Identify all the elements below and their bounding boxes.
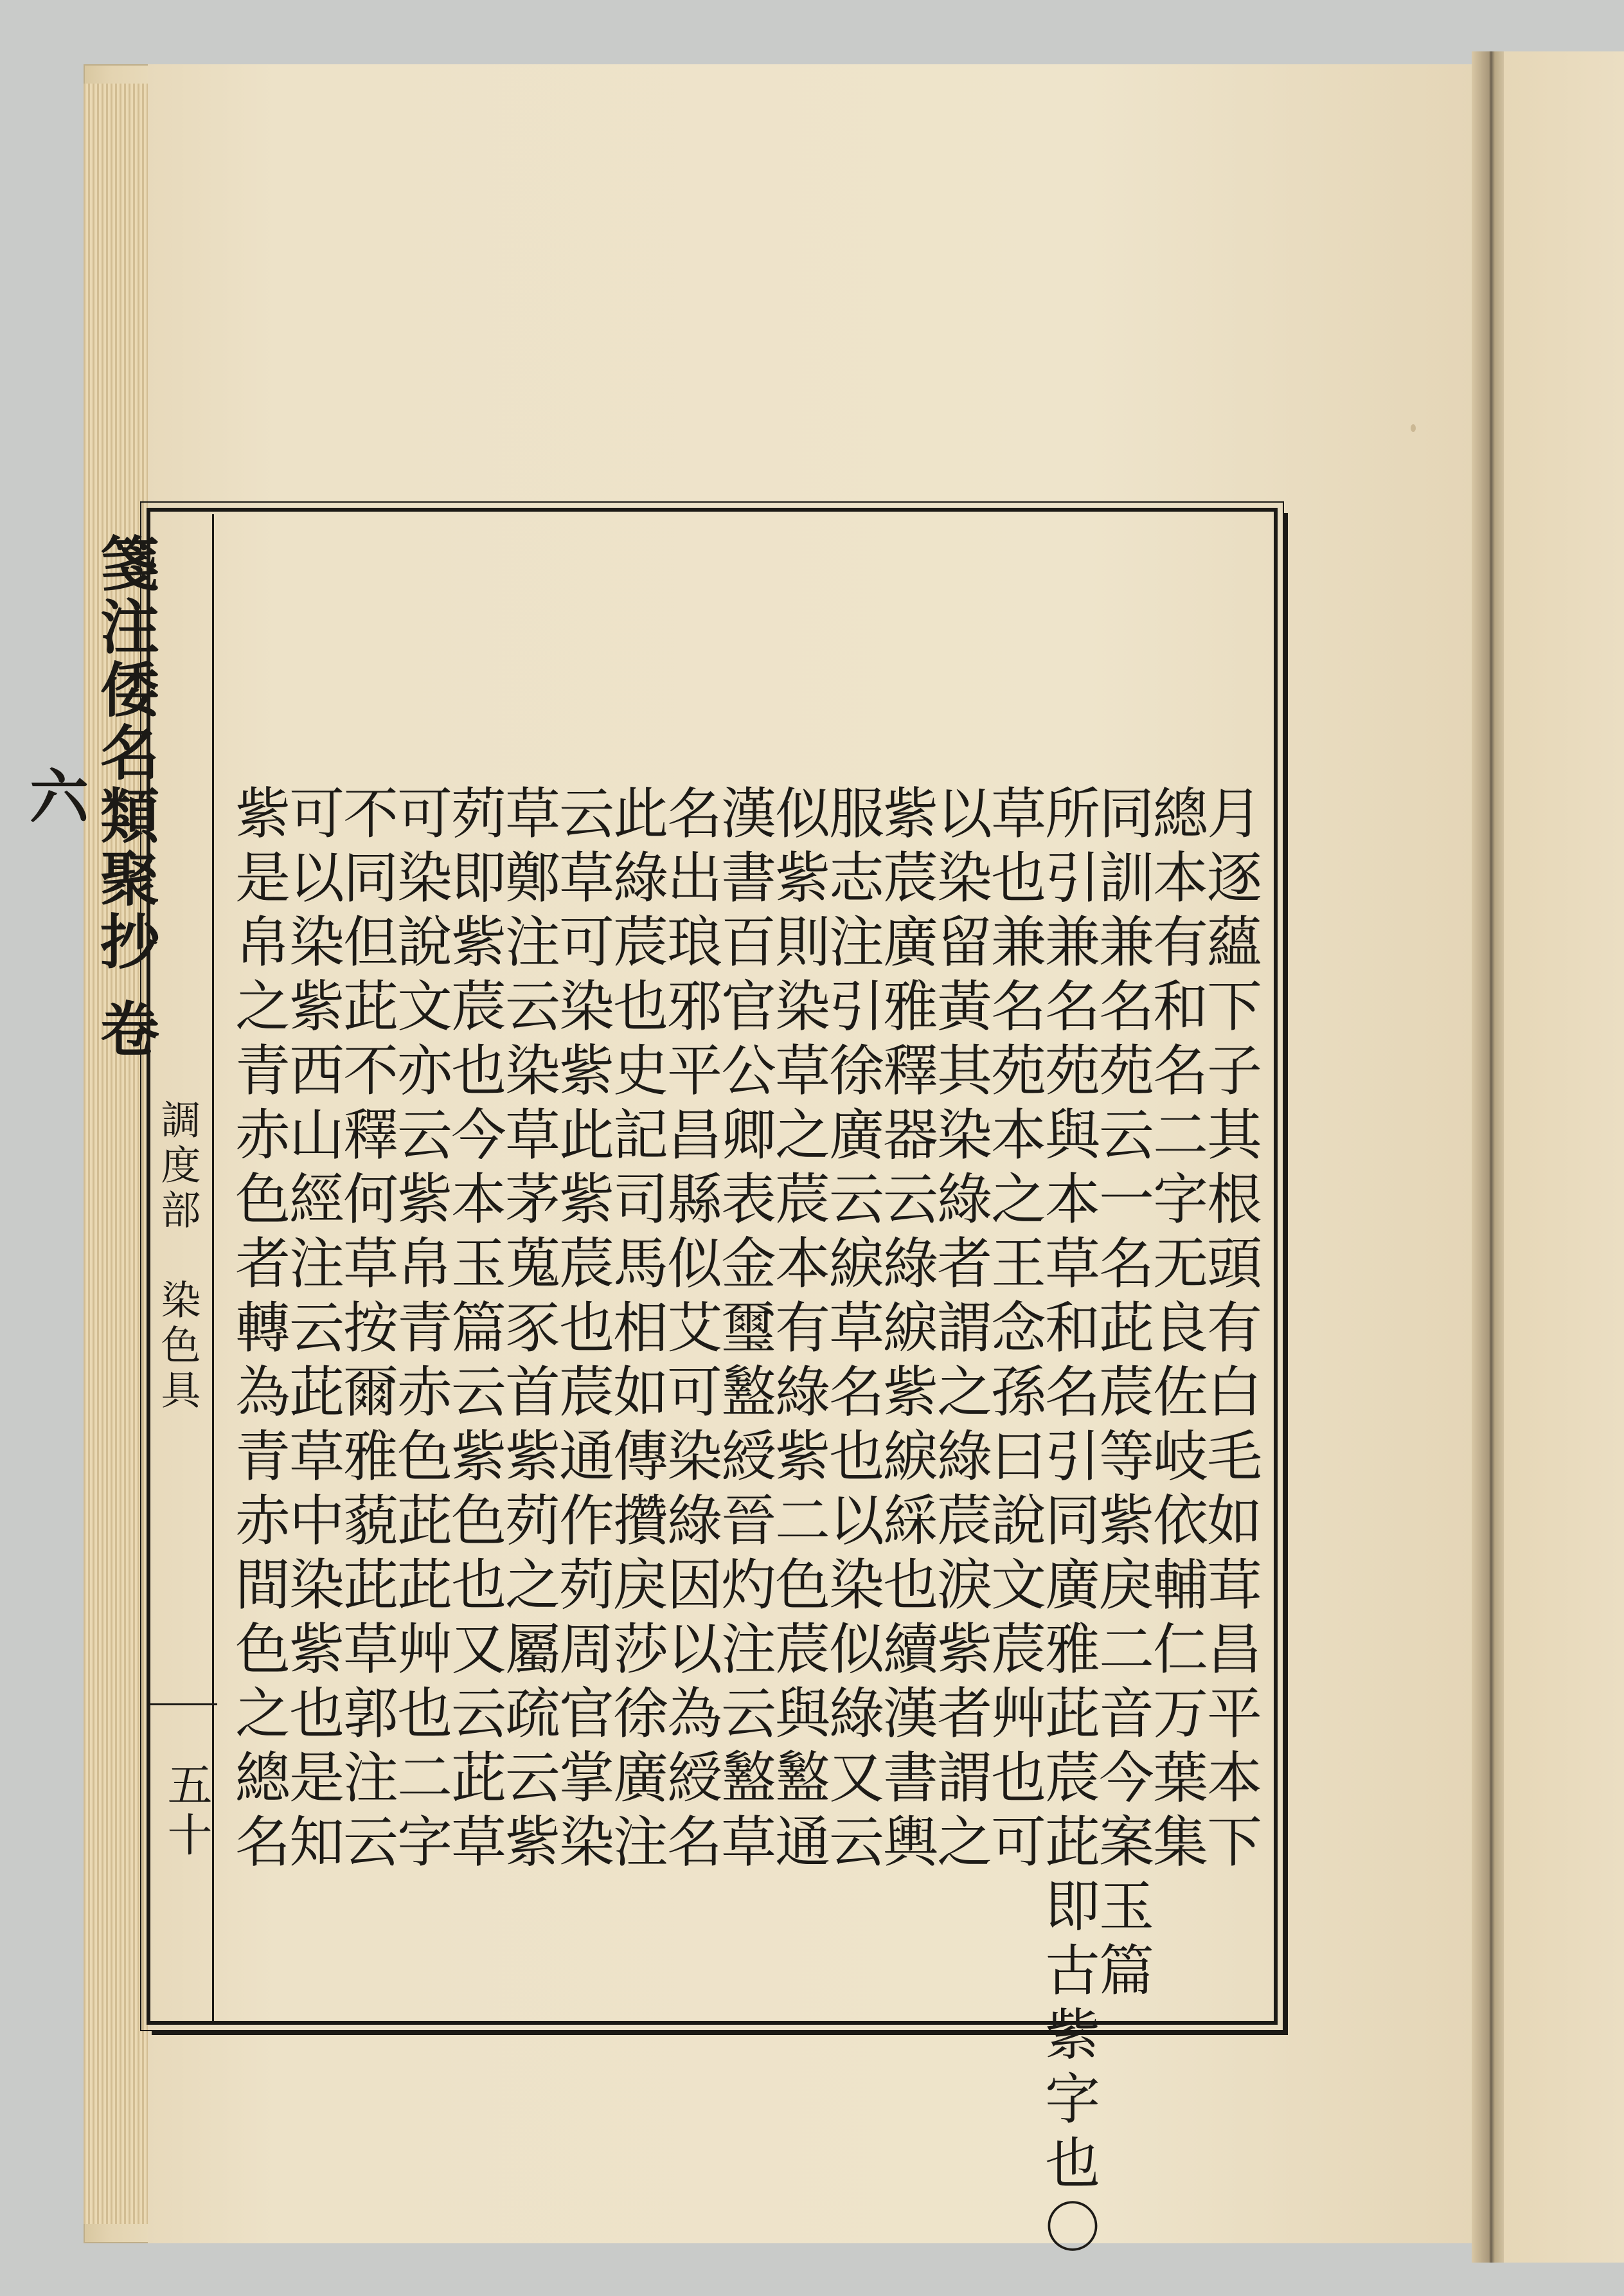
text-column: 此綠莀也史記司馬相如傳攢戾莎徐廣注: [603, 784, 668, 1877]
text-column: 草也兼名苑本之王念孫曰說文莀艸也可: [981, 784, 1046, 1877]
text-column: 云草可染紫此紫莀也莀通作茢周官掌染: [549, 784, 614, 1877]
text-column: 紫莀廣雅釋器云綠綟紫綟綵也續漢書輿: [873, 784, 938, 1877]
facing-page: [1504, 51, 1624, 2263]
running-title: 箋注倭名類聚抄 卷六: [20, 532, 160, 1062]
text-column: 可以染紫西山經注云茈草中染紫也是知: [280, 784, 344, 1877]
text-column: 似紫則染草之莀本有綠紫二色莀與盭通: [765, 784, 830, 1877]
text-column: 不同但茈不釋何草按爾雅藐茈草郭注云: [334, 784, 398, 1877]
page-number: 五十: [160, 1761, 213, 1861]
text-column: 同訓兼名苑云一名茈莀等紫戾二音今案玉篇: [1089, 784, 1154, 2005]
text-column: 所引兼名苑與本草和名引同廣雅茈莀茈即古紫字也〇: [1035, 784, 1100, 2263]
text-column: 草鄭注云染草茅蒐豕首紫茢之屬疏云紫: [495, 784, 560, 1877]
text-column: 茢即紫莀也今本玉篇云紫色也又云茈草: [442, 784, 506, 1877]
text-column: 以染留黃其染綠者謂之綠莀淚紫者謂之: [927, 784, 992, 1877]
paper-blemish: [1411, 424, 1416, 432]
text-column: 漢書百官公卿表金璽盭綬晉灼注云盭草: [711, 784, 776, 1877]
text-column: 總本有和名二字无良佐岐依輔仁万葉集: [1143, 784, 1208, 1877]
text-column: 紫是帛之青赤色者轉為青赤間色之總名: [226, 784, 290, 1877]
text-column: 可染說文亦云紫帛青赤色茈茈艸也二字: [388, 784, 452, 1877]
section-label: 調度部 染色具: [154, 1099, 201, 1414]
main-text: [219, 527, 1262, 2263]
text-column: 名出琅邪平昌縣似艾可染綠因以為綬名: [657, 784, 722, 1877]
text-column: 月逐蘊下子其根頭有白毛如茸昌平本下: [1197, 784, 1262, 1877]
text-column: 服志注引徐廣云綟草名也以染似綠又云: [819, 784, 884, 1877]
folio-rule: [147, 1703, 217, 1705]
